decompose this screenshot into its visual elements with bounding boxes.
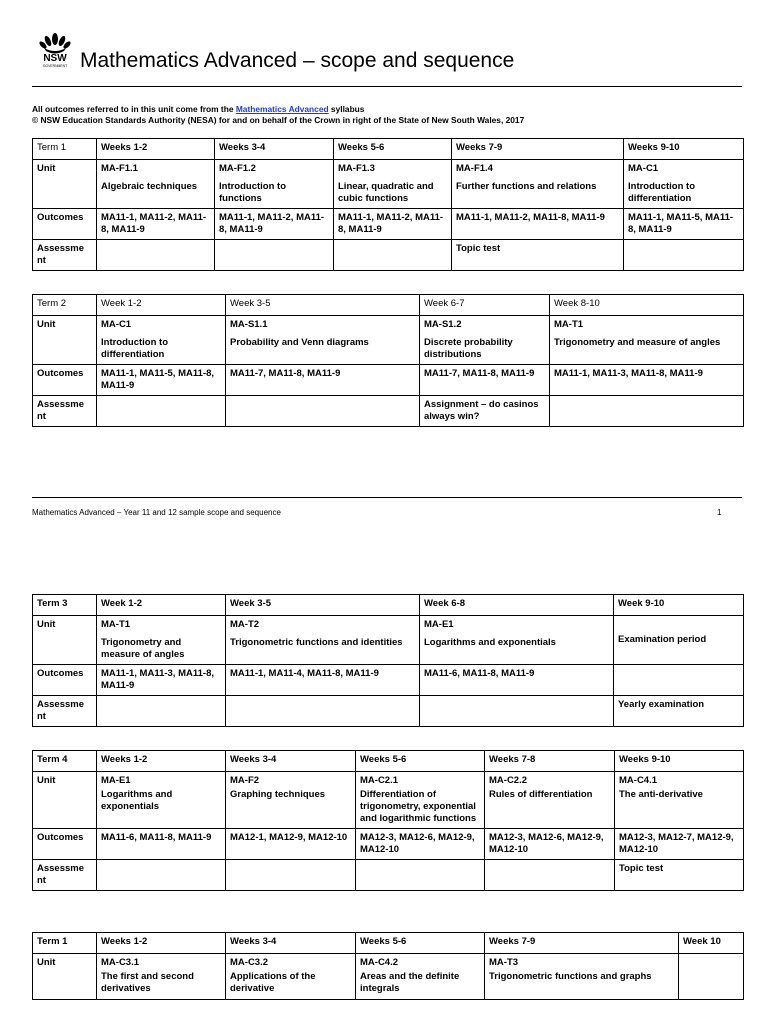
assessment-cell: Yearly examination [614,696,744,727]
unit-cell: MA-C4.1 The anti-derivative [615,772,744,829]
footer-text: Mathematics Advanced – Year 11 and 12 sample scope and sequence [32,508,281,517]
svg-text:NSW: NSW [43,53,67,64]
assessment-cell [420,696,614,727]
assessment-cell [550,396,744,427]
week-header: Weeks 3-4 [226,933,356,954]
svg-text:GOVERNMENT: GOVERNMENT [42,64,68,68]
outcomes-row [33,365,744,396]
table-header-row [33,139,744,160]
outcomes-cell: MA11-1, MA11-3, MA11-8, MA11-9 [97,665,226,696]
week-header: Weeks 1-2 [97,139,215,160]
week-header: Week 6-8 [420,595,614,616]
outcomes-cell: MA11-1, MA11-5, MA11-8, MA11-9 [624,209,744,240]
assessment-row [33,696,744,727]
unit-cell: MA-C3.2 Applications of the derivative [226,954,356,1000]
outcomes-cell: MA11-1, MA11-5, MA11-8, MA11-9 [97,365,226,396]
unit-label: Unit [33,316,97,365]
outcomes-cell: MA11-1, MA11-3, MA11-8, MA11-9 [550,365,744,396]
assessment-cell [485,860,615,891]
unit-cell: MA-F1.1 Algebraic techniques [97,160,215,209]
week-header: Weeks 5-6 [334,139,452,160]
week-header: Week 9-10 [614,595,744,616]
unit-cell: MA-E1 Logarithms and exponentials [97,772,226,829]
term-2-table [32,294,744,427]
week-header: Weeks 1-2 [97,751,226,772]
term-3-table [32,594,744,727]
outcomes-cell: MA11-1, MA11-2, MA11-8, MA11-9 [334,209,452,240]
intro-text [32,104,742,126]
unit-cell: MA-C2.1 Differentiation of trigonometry, exponential and logarithmic functions [356,772,485,829]
unit-cell: MA-C3.1 The first and second derivatives [97,954,226,1000]
outcomes-cell: MA12-1, MA12-9, MA12-10 [226,829,356,860]
unit-cell [679,954,744,1000]
unit-row [33,160,744,209]
footer-divider [32,497,742,498]
outcomes-cell: MA11-7, MA11-8, MA11-9 [226,365,420,396]
term-label: Term 4 [33,751,97,772]
assessment-row [33,240,744,271]
unit-cell: MA-C1 Introduction to differentiation [97,316,226,365]
assessment-cell: Topic test [452,240,624,271]
week-header: Weeks 9-10 [624,139,744,160]
unit-cell: MA-T2 Trigonometric functions and identities [226,616,420,665]
week-header: Weeks 7-9 [485,933,679,954]
week-header: Week 6-7 [420,295,550,316]
unit-cell: MA-T1 Trigonometry and measure of angles [550,316,744,365]
unit-cell: MA-T1 Trigonometry and measure of angles [97,616,226,665]
week-header: Weeks 5-6 [356,933,485,954]
unit-cell: MA-F1.3 Linear, quadratic and cubic functions [334,160,452,209]
week-header: Week 10 [679,933,744,954]
assessment-cell [226,696,420,727]
week-header: Weeks 3-4 [215,139,334,160]
week-header: Week 1-2 [97,595,226,616]
outcomes-cell: MA12-3, MA12-6, MA12-9, MA12-10 [356,829,485,860]
term-label: Term 2 [33,295,97,316]
syllabus-link[interactable]: Mathematics Advanced [235,104,329,114]
assessment-cell [97,240,215,271]
table-header-row [33,295,744,316]
unit-label: Unit [33,954,97,1000]
week-header: Weeks 7-9 [452,139,624,160]
unit-cell: MA-C1 Introduction to differentiation [624,160,744,209]
outcomes-cell: MA11-6, MA11-8, MA11-9 [420,665,614,696]
unit-cell: MA-F2 Graphing techniques [226,772,356,829]
table-header-row [33,595,744,616]
unit-cell: MA-C2.2 Rules of differentiation [485,772,615,829]
unit-row [33,772,744,829]
term-4-table [32,750,744,891]
assessment-cell [226,860,356,891]
outcomes-label: Outcomes [33,829,97,860]
intro-line-1: All outcomes referred to in this unit come from the Mathematics Advanced syllabus [32,104,365,114]
assessment-cell [226,396,420,427]
assessment-cell: Topic test [615,860,744,891]
outcomes-cell: MA12-3, MA12-7, MA12-9, MA12-10 [615,829,744,860]
assessment-cell: Assignment – do casinos always win? [420,396,550,427]
assessment-cell [215,240,334,271]
term-label: Term 1 [33,139,97,160]
assessment-cell [356,860,485,891]
intro-line-2: © NSW Education Standards Authority (NESA) for and on behalf of the Crown in right of the State of New South Wales, 2017 [32,115,525,125]
unit-cell: MA-E1 Logarithms and exponentials [420,616,614,665]
unit-label: Unit [33,772,97,829]
week-header: Week 1-2 [97,295,226,316]
week-header: Weeks 9-10 [615,751,744,772]
term-label: Term 1 [33,933,97,954]
assessment-row [33,396,744,427]
week-header: Weeks 7-8 [485,751,615,772]
page-title: Mathematics Advanced – scope and sequence [80,49,515,72]
outcomes-cell: MA11-1, MA11-2, MA11-8, MA11-9 [452,209,624,240]
unit-label: Unit [33,616,97,665]
table-header-row [33,933,744,954]
week-header: Week 3-5 [226,295,420,316]
page-number: 1 [717,508,722,517]
outcomes-label: Outcomes [33,365,97,396]
outcomes-cell: MA11-6, MA11-8, MA11-9 [97,829,226,860]
assessment-cell [97,860,226,891]
unit-cell: MA-F1.2 Introduction to functions [215,160,334,209]
assessment-label: Assessme nt [33,860,97,891]
term-label: Term 3 [33,595,97,616]
unit-cell: MA-S1.1 Probability and Venn diagrams [226,316,420,365]
outcomes-row [33,209,744,240]
unit-row [33,616,744,665]
header-divider [32,86,742,87]
outcomes-row [33,829,744,860]
term-1-year-12-table [32,932,744,1000]
unit-cell: MA-C4.2 Areas and the definite integrals [356,954,485,1000]
term-1-table [32,138,744,271]
unit-cell: Examination period [614,616,744,665]
outcomes-cell: MA12-3, MA12-6, MA12-9, MA12-10 [485,829,615,860]
table-header-row [33,751,744,772]
unit-label: Unit [33,160,97,209]
outcomes-label: Outcomes [33,665,97,696]
assessment-cell [334,240,452,271]
week-header: Week 3-5 [226,595,420,616]
outcomes-cell: MA11-1, MA11-2, MA11-8, MA11-9 [215,209,334,240]
outcomes-row [33,665,744,696]
assessment-cell [97,396,226,427]
week-header: Weeks 3-4 [226,751,356,772]
assessment-label: Assessme nt [33,240,97,271]
week-header: Week 8-10 [550,295,744,316]
assessment-cell [97,696,226,727]
unit-row [33,316,744,365]
assessment-row [33,860,744,891]
assessment-label: Assessme nt [33,396,97,427]
nsw-waratah-logo [35,30,75,70]
unit-cell: MA-S1.2 Discrete probability distributions [420,316,550,365]
week-header: Weeks 5-6 [356,751,485,772]
unit-cell: MA-F1.4 Further functions and relations [452,160,624,209]
outcomes-cell: MA11-1, MA11-2, MA11-8, MA11-9 [97,209,215,240]
week-header: Weeks 1-2 [97,933,226,954]
outcomes-label: Outcomes [33,209,97,240]
assessment-cell [624,240,744,271]
unit-row [33,954,744,1000]
assessment-label: Assessme nt [33,696,97,727]
unit-cell: MA-T3 Trigonometric functions and graphs [485,954,679,1000]
outcomes-cell: MA11-1, MA11-4, MA11-8, MA11-9 [226,665,420,696]
outcomes-cell [614,665,744,696]
outcomes-cell: MA11-7, MA11-8, MA11-9 [420,365,550,396]
